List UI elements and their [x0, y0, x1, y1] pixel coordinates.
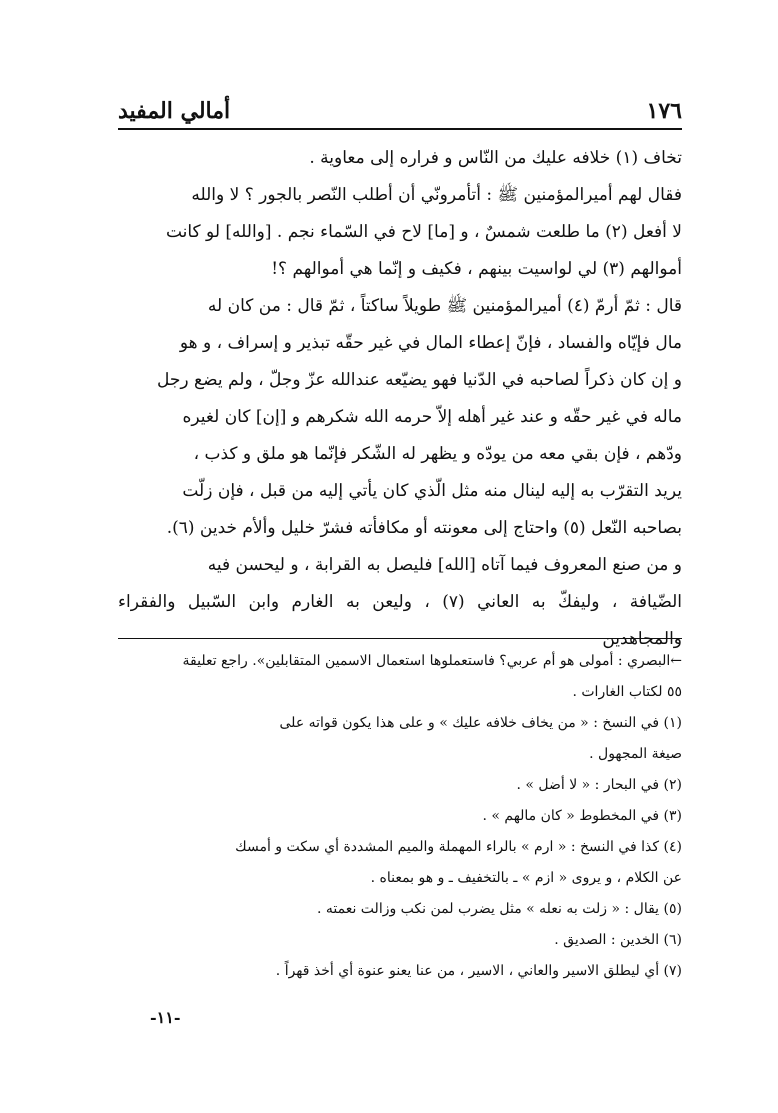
text-line: مال فإيّاه والفساد ، فإنّ إعطاء المال في غير حقّه تبذير و إسراف ، و هو: [179, 333, 682, 353]
footnote-line: (٦) الخدين : الصديق .: [554, 932, 682, 948]
header-rule: [118, 128, 682, 130]
text-line: ماله في غير حقّه و عند غير أهله إلاّ حرمه الله شكرهم و [إن] كان لغيره: [182, 407, 682, 427]
page-footer-number: -١١-: [150, 1008, 181, 1027]
footnote-line: (٧) أي ليطلق الاسير والعاني ، الاسير ، من عنا يعنو عنوة أي أخذ قهراً .: [275, 963, 682, 979]
footnote-line: عن الكلام ، و يروى « ازم » ـ بالتخفيف ـ و هو بمعناه .: [370, 870, 682, 886]
footnotes: [118, 646, 682, 987]
page-number: ١٧٦: [646, 98, 682, 124]
footnote-line: (٢) في البحار : « لا أضل » .: [516, 777, 682, 793]
text-line: أموالهم (٣) لي لواسيت بينهم ، فكيف و إنّما هي أموالهم ؟!: [271, 259, 682, 279]
text-line: الضّيافة ، وليفكّ به العاني (٧) ، وليعن به الغارم وابن السّبيل والفقراء والمجاهدين: [118, 592, 683, 649]
footnote-line: (٣) في المخطوط « كان مالهم » .: [482, 808, 682, 824]
text-line: ودّهم ، فإن بقي معه من يودّه و يظهر له الشّكر فإنّما هو ملق و كذب ،: [193, 444, 682, 464]
footnote-line: (٥) يقال : « زلت به نعله » مثل يضرب لمن نكب وزالت نعمته .: [316, 901, 682, 917]
footnote-separator: [118, 638, 682, 639]
text-line: و إن كان ذكراً لصاحبه في الدّنيا فهو يضيّعه عندالله عزّ وجلّ ، ولم يضع رجل: [157, 370, 682, 390]
footnote-line: ٥٥ لكتاب الغارات .: [572, 684, 682, 700]
footnote-line: صيغة المجهول .: [589, 746, 682, 762]
text-line: و من صنع المعروف فيما آتاه [الله] فليصل به القرابة ، و ليحسن فيه: [207, 555, 682, 575]
text-line: يريد التقرّب به إليه لينال منه مثل الّذي كان يأتي إليه من قبل ، فإن زلّت: [182, 481, 682, 501]
book-title: أمالي المفيد: [118, 98, 231, 124]
page-header: [118, 88, 682, 124]
text-line: لا أفعل (٢) ما طلعت شمسٌ ، و [ما] لاح في السّماء نجم . [والله] لو كانت: [165, 222, 682, 242]
text-line: بصاحبه النّعل (٥) واحتاج إلى معونته أو مكافأته فشرّ خليل وألأم خدين (٦).: [166, 518, 682, 538]
text-line: قال : ثمّ أرمّ (٤) أميرالمؤمنين ﷺ طويلاً ساكتاً ، ثمّ قال : من كان له: [207, 296, 682, 316]
text-line: تخاف (١) خلافه عليك من النّاس و فراره إلى معاوية .: [309, 148, 682, 168]
footnote-line: (١) في النسخ : « من يخاف خلافه عليك » و على هذا يكون قواته على: [279, 715, 682, 731]
text-line: فقال لهم أميرالمؤمنين ﷺ : أتأمرونّي أن أطلب النّصر بالجور ؟ لا والله: [191, 185, 682, 205]
footnote-line: ←البصري : أمولى هو أم عربي؟ فاستعملوها استعمال الاسمين المتقابلين». راجع تعليقة: [182, 653, 682, 669]
main-text: [118, 140, 682, 658]
footnote-line: (٤) كذا في النسخ : « ارم » بالراء المهملة والميم المشددة أي سكت و أمسك: [235, 839, 682, 855]
